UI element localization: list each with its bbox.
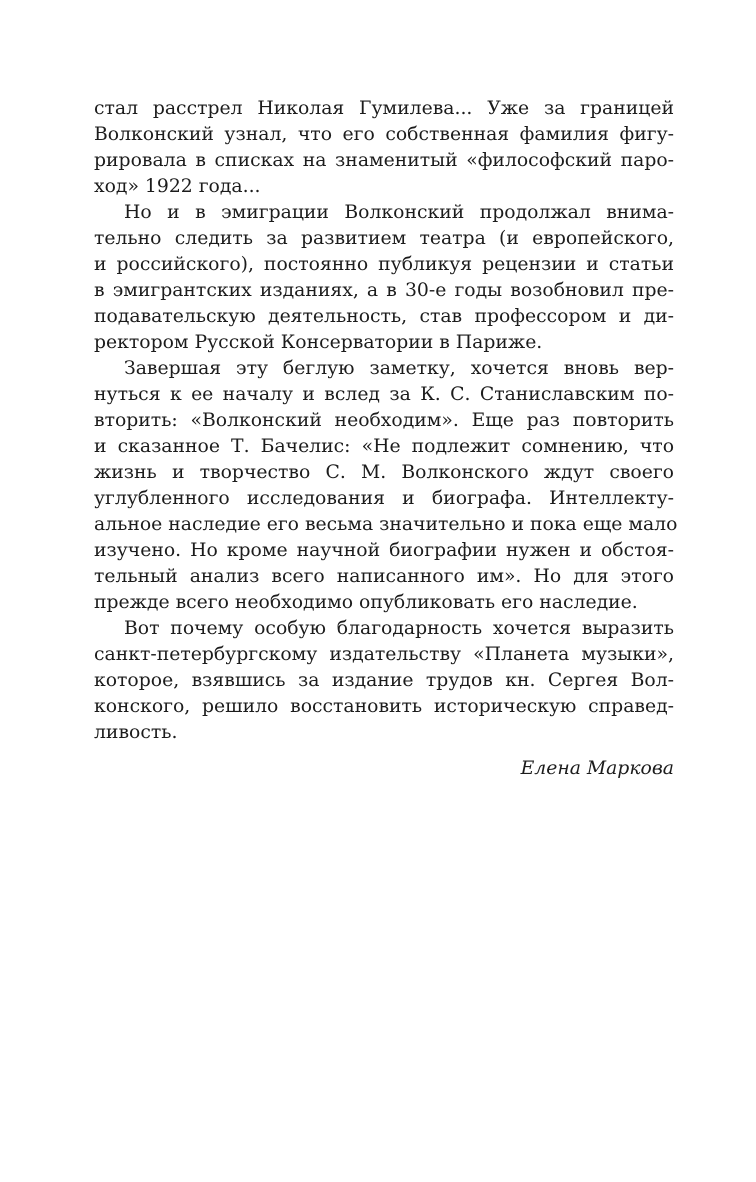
text-line: Вот почему особую благодарность хочется выразить <box>124 618 674 639</box>
text-line: санкт-петербургскому издательству «Планета музыки», <box>94 644 674 665</box>
text-line: стал расстрел Николая Гумилева... Уже за границей <box>94 98 674 119</box>
text-line: ход» 1922 года... <box>94 176 261 197</box>
text-line: углубленного исследования и биографа. Интеллекту- <box>94 488 674 509</box>
text-line: тельный анализ всего написанного им». Но для этого <box>94 566 674 587</box>
text-line: Завершая эту беглую заметку, хочется вновь вер- <box>124 358 674 379</box>
text-line: тельно следить за развитием театра (и европейского, <box>94 228 674 249</box>
text-line: и сказанное Т. Бачелис: «Не подлежит сомнению, что <box>94 436 674 457</box>
text-line: в эмигрантских изданиях, а в 30-е годы возобновил пре- <box>94 280 674 301</box>
text-line: подавательскую деятельность, став профессором и ди- <box>94 306 674 327</box>
text-line: альное наследие его весьма значительно и пока еще мало <box>94 514 678 535</box>
text-line: рировала в списках на знаменитый «философский паро- <box>94 150 674 171</box>
text-line: вторить: «Волконский необходим». Еще раз повторить <box>94 410 674 431</box>
text-line: которое, взявшись за издание трудов кн. Сергея Вол- <box>94 670 674 691</box>
text-line: ливость. <box>94 722 178 743</box>
text-line: и российского), постоянно публикуя рецензии и статьи <box>94 254 674 275</box>
text-line: прежде всего необходимо опубликовать его наследие. <box>94 592 638 613</box>
text-line: конского, решило восстановить историческую справед- <box>94 696 674 717</box>
text-line: жизнь и творчество С. М. Волконского ждут своего <box>94 462 674 483</box>
text-line: нуться к ее началу и вслед за К. С. Станиславским по- <box>94 384 674 405</box>
author-signature: Елена Маркова <box>520 758 674 779</box>
text-line: изучено. Но кроме научной биографии нужен и обстоя- <box>94 540 674 561</box>
text-line: Волконский узнал, что его собственная фамилия фигу- <box>94 124 674 145</box>
text-line: ректором Русской Консерватории в Париже. <box>94 332 543 353</box>
text-line: Но и в эмиграции Волконский продолжал внима- <box>124 202 674 223</box>
